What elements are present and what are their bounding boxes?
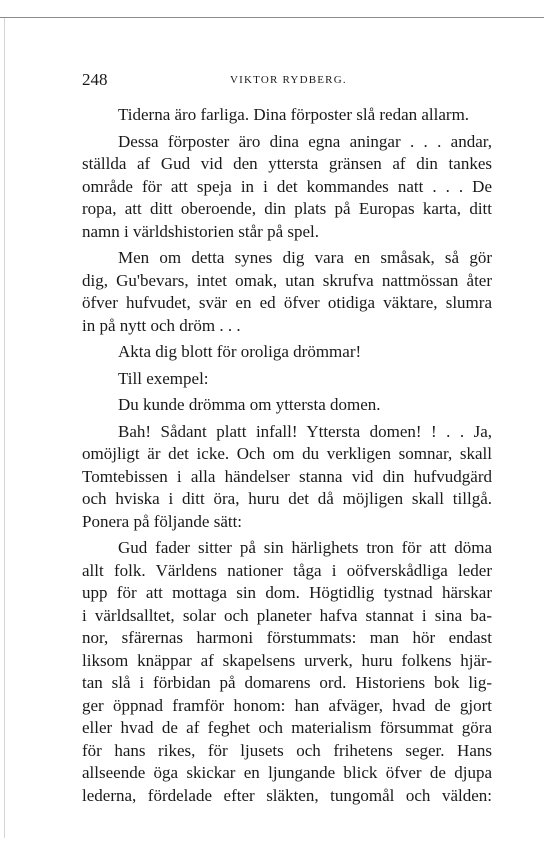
text-line: namn i världshistorien står på spel. — [82, 221, 320, 241]
text-line: tan slå i förbidan på domarens ord. Historiens bok lig- — [82, 673, 492, 692]
paragraph — [82, 247, 492, 337]
text-line: Bah! Sådant platt infall! Yttersta domen! ! . . Ja, — [118, 421, 492, 441]
text-line: ställda af Gud vid den yttersta gränsen af din tankes — [82, 154, 492, 173]
text-line: Tomtebissen i alla händelser stanna vid din hufvudgärd — [82, 466, 492, 486]
paragraph — [82, 368, 492, 391]
paragraph — [82, 131, 492, 244]
text-line: Men om detta synes dig vara en småsak, så gör — [118, 248, 492, 267]
body-text — [82, 104, 492, 807]
text-line: allt folk. Världens nationer tåga i oöfverskådliga leder — [82, 560, 492, 580]
text-line: Tiderna äro farliga. Dina förposter slå redan allarm. — [118, 105, 470, 124]
text-line: Akta dig blott för oroliga drömmar! — [118, 342, 362, 361]
paragraph — [82, 341, 492, 364]
text-line: i världsalltet, solar och planeter hafva stannat i sina ba- — [82, 605, 492, 625]
text-line: Ponera på följande sätt: — [82, 511, 243, 531]
text-line: upp för att mottaga sin dom. Högtidlig tystnad härskar — [82, 583, 492, 602]
running-head: VIKTOR RYDBERG. — [230, 74, 347, 86]
text-line: Du kunde drömma om yttersta domen. — [118, 395, 381, 414]
top-edge-rule — [0, 17, 544, 18]
text-line: och hviska i ditt öra, huru det då möjligen skall tillgå. — [82, 489, 492, 508]
text-line: ger öppnad framför honom: han afväger, hvad de gjort — [82, 695, 492, 715]
text-line: lederna, fördelade efter släkten, tungomål och välden: — [82, 785, 492, 805]
paragraph — [82, 421, 492, 534]
text-line: omöjligt är det icke. Och om du verkligen somnar, skall — [82, 444, 492, 463]
paragraph — [82, 537, 492, 807]
paragraph — [82, 104, 492, 127]
text-line: för hans rikes, för ljusets och frihetens seger. Hans — [82, 740, 492, 760]
text-line: Dessa förposter äro dina egna aningar . . . andar, — [118, 131, 492, 151]
text-line: Till exempel: — [118, 368, 209, 388]
page-edge-shadow — [4, 18, 5, 838]
text-line: in på nytt och dröm . . . — [82, 315, 241, 335]
text-line: område för att speja in i det kommandes natt . . . De — [82, 176, 492, 196]
page-number: 248 — [82, 70, 108, 89]
text-line: öfver hufvudet, svär en ed öfver otidiga väktare, slumra — [82, 293, 492, 312]
page-header — [82, 70, 492, 92]
text-line: allseende öga skickar en ljungande blick öfver de djupa — [82, 763, 492, 782]
text-line: ropa, att ditt oberoende, din plats på Europas karta, ditt — [82, 199, 492, 218]
paragraph — [82, 394, 492, 417]
text-line: nor, sfärernas harmoni förstummats: man hör endast — [82, 628, 492, 647]
text-line: eller hvad de af feghet och materialism försummat göra — [82, 718, 492, 737]
text-line: dig, Gu'bevars, intet omak, utan skrufva nattmössan åter — [82, 270, 492, 290]
text-line: liksom knäppar af skapelsens urverk, huru folkens hjär- — [82, 650, 492, 670]
text-line: Gud fader sitter på sin härlighets tron för att döma — [118, 538, 492, 557]
